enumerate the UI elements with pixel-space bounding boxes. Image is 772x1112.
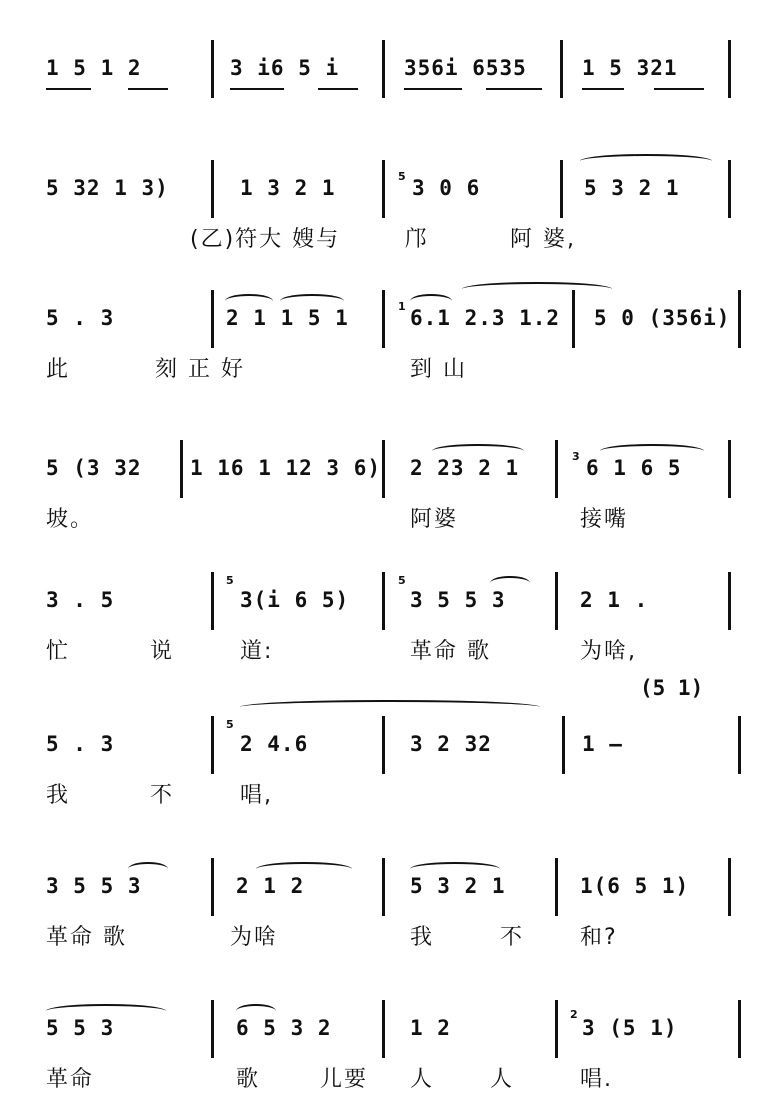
bar-line (555, 1000, 558, 1058)
bar-line (180, 440, 183, 498)
slur (256, 862, 352, 876)
bar-line (211, 1000, 214, 1058)
beam (46, 88, 91, 90)
measure-notes: 3 (5 1) (582, 1016, 678, 1040)
measure-notes: 1 5 1 2 (46, 56, 142, 80)
bar-line (211, 40, 214, 98)
bar-line (382, 716, 385, 774)
measure-notes: 1(6 5 1) (580, 874, 690, 898)
lyric: 阿婆 (410, 507, 459, 532)
grace-note: 5 (226, 574, 234, 587)
lyric: 革命 (46, 1067, 95, 1092)
beam (654, 88, 704, 90)
bar-line (211, 572, 214, 630)
grace-note: 3 (572, 450, 580, 463)
bar-line (382, 290, 385, 348)
measure-notes: 6 5 3 2 (236, 1016, 332, 1040)
lyric: 人 (410, 1067, 435, 1092)
score-line-1 (0, 40, 772, 140)
measure-notes: 5 . 3 (46, 306, 115, 330)
lyric: 不 (500, 925, 525, 950)
bar-line (382, 40, 385, 98)
score-line-5 (0, 572, 772, 672)
lyric: 坡。 (46, 507, 95, 532)
bar-line (382, 572, 385, 630)
lyric: 阿 婆, (510, 227, 576, 252)
measure-notes: 1 5 321 (582, 56, 678, 80)
bar-line (211, 290, 214, 348)
measure-notes: 3(i 6 5) (240, 588, 350, 612)
lyric: 革命 歌 (46, 925, 127, 950)
bar-line (560, 160, 563, 218)
bar-line (572, 290, 575, 348)
lyric: 邝 (405, 227, 430, 252)
bar-line (211, 716, 214, 774)
bar-line (211, 858, 214, 916)
bar-line (555, 858, 558, 916)
measure-notes: 1 – (582, 732, 623, 756)
measure-notes: 3 . 5 (46, 588, 115, 612)
lyric: 我 (46, 783, 71, 808)
score-line-7 (0, 858, 772, 958)
lyric: 和? (580, 925, 618, 950)
slur (128, 862, 168, 876)
score-line-8 (0, 1000, 772, 1100)
bar-line (560, 40, 563, 98)
bar-line (382, 440, 385, 498)
grace-note: 1 (398, 300, 406, 313)
bar-line (728, 40, 731, 98)
lyric: 不 (150, 783, 175, 808)
score-line-2 (0, 160, 772, 260)
bar-line (738, 1000, 741, 1058)
bar-line (211, 160, 214, 218)
lyric: 刻 正 好 (155, 357, 245, 382)
slur (490, 576, 530, 590)
lyric: 到 山 (410, 357, 467, 382)
slur (600, 444, 704, 458)
measure-notes: 1 2 (410, 1016, 451, 1040)
grace-note: 5 (398, 574, 406, 587)
grace-note: 2 (570, 1008, 578, 1021)
top-note: (5 1) (640, 676, 704, 700)
lyric: 说 (150, 639, 175, 664)
lyric: 忙 (46, 639, 71, 664)
beam (404, 88, 462, 90)
measure-notes: 5 3 2 1 (584, 176, 680, 200)
grace-note: 5 (226, 718, 234, 731)
bar-line (555, 440, 558, 498)
measure-notes: 2 23 2 1 (410, 456, 520, 480)
score-line-3 (0, 290, 772, 390)
lyric: 为啥, (580, 639, 637, 664)
slur (225, 294, 273, 308)
lyric: 此 (46, 357, 71, 382)
slur (46, 1004, 166, 1018)
slur (580, 154, 712, 168)
bar-line (728, 440, 731, 498)
beam (486, 88, 542, 90)
measure-notes: 2 1 . (580, 588, 649, 612)
measure-notes: 6.1 2.3 1.2 (410, 306, 561, 330)
measure-notes: 356i 6535 (404, 56, 527, 80)
score-line-4 (0, 440, 772, 540)
lyric: 儿要 (320, 1067, 369, 1092)
lyric: 人 (490, 1067, 515, 1092)
measure-notes: 5 32 1 3) (46, 176, 169, 200)
slur (410, 862, 500, 876)
lyric: 革命 歌 (410, 639, 491, 664)
measure-notes: 5 0 (356i) (594, 306, 731, 330)
bar-line (738, 716, 741, 774)
measure-notes: 2 1 2 (236, 874, 305, 898)
score-line-6 (0, 676, 772, 816)
slur (462, 282, 612, 296)
beam (318, 88, 358, 90)
lyric: 唱. (580, 1067, 613, 1092)
beam (230, 88, 284, 90)
measure-notes: 5 (3 32 (46, 456, 142, 480)
lyric: 唱, (240, 783, 273, 808)
lyric: 我 (410, 925, 435, 950)
measure-notes: 5 . 3 (46, 732, 115, 756)
measure-notes: 5 5 3 (46, 1016, 115, 1040)
measure-notes: 1 3 2 1 (240, 176, 336, 200)
measure-notes: 3 5 5 3 (410, 588, 506, 612)
grace-note: 5 (398, 170, 406, 183)
slur (280, 294, 344, 308)
lyric: 接嘴 (580, 507, 629, 532)
slur (410, 294, 452, 308)
measure-notes: 5 3 2 1 (410, 874, 506, 898)
bar-line (728, 858, 731, 916)
measure-notes: 2 4.6 (240, 732, 309, 756)
measure-notes: 3 0 6 (412, 176, 481, 200)
beam (128, 88, 168, 90)
measure-notes: 3 5 5 3 (46, 874, 142, 898)
bar-line (382, 858, 385, 916)
measure-notes: 3 i6 5 i (230, 56, 340, 80)
bar-line (728, 160, 731, 218)
bar-line (382, 160, 385, 218)
bar-line (728, 572, 731, 630)
beam (582, 88, 624, 90)
measure-notes: 3 2 32 (410, 732, 492, 756)
measure-notes: 2 1 1 5 1 (226, 306, 349, 330)
slur (240, 700, 540, 714)
measure-notes: 6 1 6 5 (586, 456, 682, 480)
bar-line (562, 716, 565, 774)
lyric: 道: (240, 639, 274, 664)
bar-line (382, 1000, 385, 1058)
measure-notes: 1 16 1 12 3 6) (190, 456, 382, 480)
lyric: (乙)符大 嫂与 (190, 227, 341, 252)
bar-line (555, 572, 558, 630)
slur (432, 444, 524, 458)
lyric: 歌 (236, 1067, 261, 1092)
slur (236, 1004, 276, 1018)
lyric: 为啥 (230, 925, 279, 950)
bar-line (738, 290, 741, 348)
